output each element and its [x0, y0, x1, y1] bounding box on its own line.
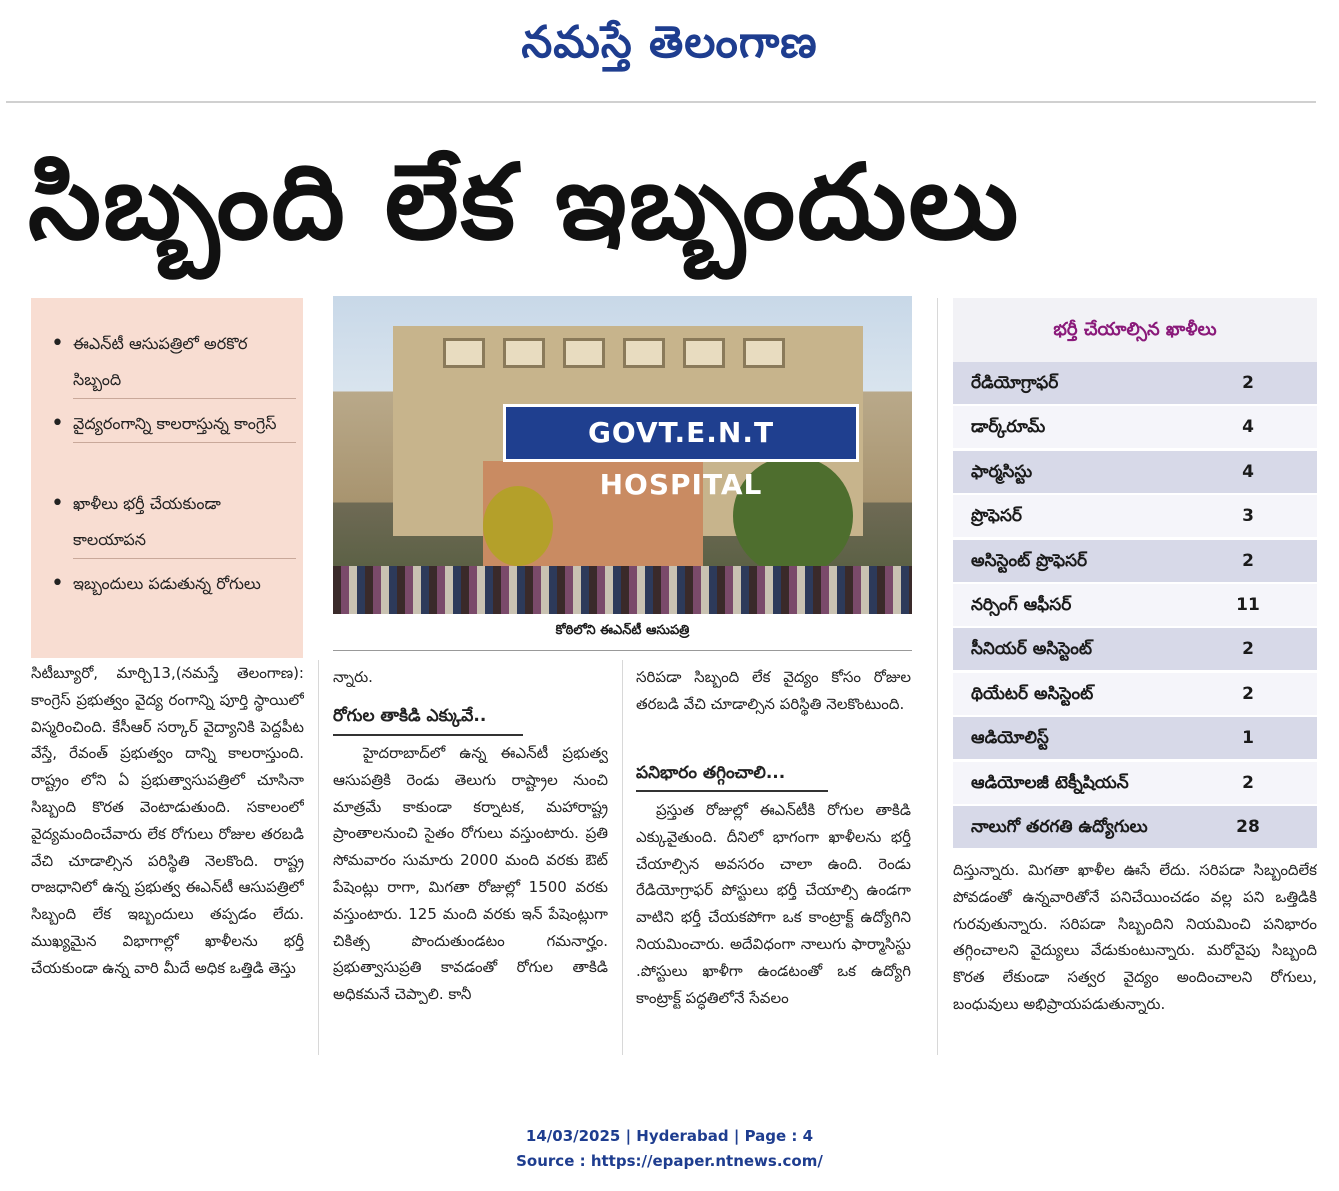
vacancy-count: 2	[1242, 550, 1254, 571]
vacancy-row	[953, 495, 1317, 537]
vacancy-count: 2	[1242, 772, 1254, 793]
vacancy-count: 2	[1242, 373, 1254, 393]
bullet-icon: •	[51, 411, 64, 436]
article-column-4: దిస్తున్నారు. మిగతా ఖాళీల ఊసే లేదు. సరిపడా సిబ్బందిలేక పోవడంతో ఉన్నవారితోనే పనిచేయించడం వల్ల పని ఒత్తిడికి గురవుతున్నారు. సరిపడా సిబ్బందిని నియమించి పనిభారం తగ్గించాలని వైద్యులు వేడుకుంటున్నారు. మరోవైపు సిబ్బంది కొరత లేకుండా సత్వర వైద్యం అందించాలని రోగులు, బంధువులు అభిప్రాయపడుతున్నారు.	[953, 861, 1317, 1013]
highlight-text: ఖాళీలు భర్తీ చేయకుండా కాలయాపన	[73, 486, 296, 559]
highlight-text: వైద్యరంగాన్ని కాలరాస్తున్న కాంగ్రెస్	[73, 406, 296, 443]
vacancy-row	[953, 540, 1317, 582]
vacancy-post: సీనియర్ అసిస్టెంట్	[971, 639, 1092, 660]
masthead-logo: నమస్తే తెలంగాణ	[521, 17, 818, 68]
subhead-patient-rush: రోగుల తాకిడి ఎక్కువే..	[333, 706, 487, 726]
vacancy-count: 11	[1236, 595, 1260, 615]
article-column-1: సిటీబ్యూరో, మార్చి13,(నమస్తే తెలంగాణ): కాంగ్రెస్ ప్రభుత్వం వైద్య రంగాన్ని పూర్తి స్థాయిలో విస్మరించింది. కేసీఆర్ సర్కార్ వైద్యానికి పెద్దపీట వేస్తే, రేవంత్ ప్రభుత్వం దాన్ని కాలరాస్తుంది. రాష్ట్రం లోని ఏ ప్రభుత్వాసుపత్రిలో చూసినా సిబ్బంది కొరత వెంటాడుతుంది. సకాలంలో వైద్యమందించేవారు లేక రోగులు రోజుల తరబడి వేచి చూడాల్సిన పరిస్థితి నెలకొంది. రాష్ట్ర రాజధానిలో ఉన్న ప్రభుత్వ ఈఎన్‌టీ ఆసుపత్రిలో సిబ్బంది లేక ఇబ్బందులు తప్పడం లేదు. ముఖ్యమైన విభాగాల్లో ఖాళీలను భర్తీ చేయకుండా ఉన్న వారి మీదే అధిక ఒత్తిడి తెస్తు	[31, 664, 304, 977]
vacancy-count: 4	[1242, 461, 1254, 482]
highlight-item	[51, 486, 296, 559]
headline: సిబ్బంది లేక ఇబ్బందులు	[28, 141, 1021, 263]
vacancy-post: ఫార్మసిస్టు	[971, 461, 1033, 482]
vacancy-row	[953, 362, 1317, 404]
article-column-2-top: న్నారు.	[333, 668, 373, 686]
bullet-icon: •	[51, 571, 64, 596]
highlight-item	[51, 326, 296, 399]
vacancy-count: 4	[1242, 417, 1254, 438]
vacancy-count: 2	[1242, 683, 1254, 704]
vacancy-row	[953, 673, 1317, 715]
highlight-text: ఈఎన్‌టీ ఆసుపత్రిలో అరకొర సిబ్బంది	[73, 326, 296, 399]
vacancy-row	[953, 584, 1317, 626]
vacancy-row	[953, 628, 1317, 670]
subhead-reduce-workload: పనిభారం తగ్గించాలి...	[636, 763, 786, 783]
vacancy-count: 28	[1236, 817, 1260, 837]
vacancy-post: అసిస్టెంట్ ప్రొఫెసర్	[971, 550, 1088, 571]
hospital-photo	[333, 296, 912, 614]
vacancy-post: నర్సింగ్ ఆఫీసర్	[971, 595, 1072, 615]
vacancy-row	[953, 717, 1317, 759]
vacancy-row	[953, 762, 1317, 804]
footer-date-edition: 14/03/2025 | Hyderabad | Page : 4	[525, 1127, 814, 1145]
bullet-icon: •	[51, 331, 64, 356]
vacancy-row	[953, 406, 1317, 448]
vacancy-count: 1	[1242, 728, 1254, 749]
highlight-item	[51, 406, 296, 443]
photo-caption: కోఠిలోని ఈఎన్‌టీ ఆసుపత్రి	[555, 623, 690, 638]
vacancy-post: థియేటర్ అసిస్టెంట్	[971, 683, 1094, 704]
caption-rule	[333, 650, 912, 651]
bullet-icon: •	[51, 491, 64, 516]
vacancy-count: 3	[1242, 506, 1254, 527]
crowd-shape	[333, 566, 912, 614]
article-column-3: ప్రస్తుత రోజుల్లో ఈఎన్‌టీకి రోగుల తాకిడి ఎక్కువైతుంది. దీనిలో భాగంగా ఖాళీలను భర్తీ చేయాల్సిన అవసరం చాలా ఉంది. రెండు రేడియోగ్రాఫర్ పోస్టులు భర్తీ చేయాల్సి ఉండగా వాటిని భర్తీ చేయకపోగా ఒక కాంట్రాక్ట్ ఉద్యోగిని నియమించారు. అదేవిధంగా నాలుగు ఫార్మాసిస్టు .పోస్టులు ఖాళీగా ఉండటంతో ఒక ఉద్యోగి కాంట్రాక్ట్ పద్ధతిలోనే సేవలం	[636, 801, 911, 1007]
vacancy-post: ప్రొఫెసర్	[971, 506, 1022, 527]
vacancy-post: ఆడియోలిస్ట్	[971, 728, 1049, 749]
vacancy-row	[953, 806, 1317, 848]
highlight-item	[51, 566, 296, 602]
vacancy-row	[953, 451, 1317, 493]
vacancy-count: 2	[1242, 639, 1254, 660]
hospital-sign: GOVT.E.N.T HOSPITAL	[503, 404, 859, 462]
vacancy-post: నాలుగో తరగతి ఉద్యోగులు	[971, 817, 1148, 837]
highlight-text: ఇబ్బందులు పడుతున్న రోగులు	[73, 574, 261, 593]
vacancies-table	[953, 298, 1317, 850]
vacancy-post: రేడియోగ్రాఫర్	[971, 373, 1059, 393]
article-column-3-top: సరిపడా సిబ్బంది లేక వైద్యం కోసం రోజుల తరబడి వేచి చూడాల్సిన పరిస్థితి నెలకొంటుంది.	[636, 668, 911, 713]
masthead-rule	[6, 101, 1316, 103]
highlights-box	[31, 298, 303, 658]
vacancy-post: డార్క్‌రూమ్	[971, 417, 1046, 438]
article-column-2: హైదరాబాద్‌లో ఉన్న ఈఎన్‌టీ ప్రభుత్వ ఆసుపత్రికి రెండు తెలుగు రాష్ట్రాల నుంచి మాత్రమే కాకుండా కర్నాటక, మహారాష్ట్ర ప్రాంతాలనుంచి సైతం రోగులు వస్తుంటారు. ప్రతి సోమవారం సుమారు 2000 మంది వరకు ఔట్ పేషెంట్లు రాగా, మిగతా రోజుల్లో 1500 వరకు వస్తుంటారు. 125 మంది వరకు ఇన్ పేషెంట్లుగా చికిత్స పొందుతుండటం గమనార్హం. ప్రభుత్వాసుప్రతి కావడంతో రోగుల తాకిడి అధికమనే చెప్పాలి. కానీ	[333, 744, 608, 1004]
footer-source: Source : https://epaper.ntnews.com/	[516, 1152, 823, 1170]
vacancy-post: ఆడియోలజీ టెక్నీషియన్	[971, 772, 1129, 793]
vacancies-title: భర్తీ చేయాల్సిన ఖాళీలు	[953, 298, 1317, 362]
